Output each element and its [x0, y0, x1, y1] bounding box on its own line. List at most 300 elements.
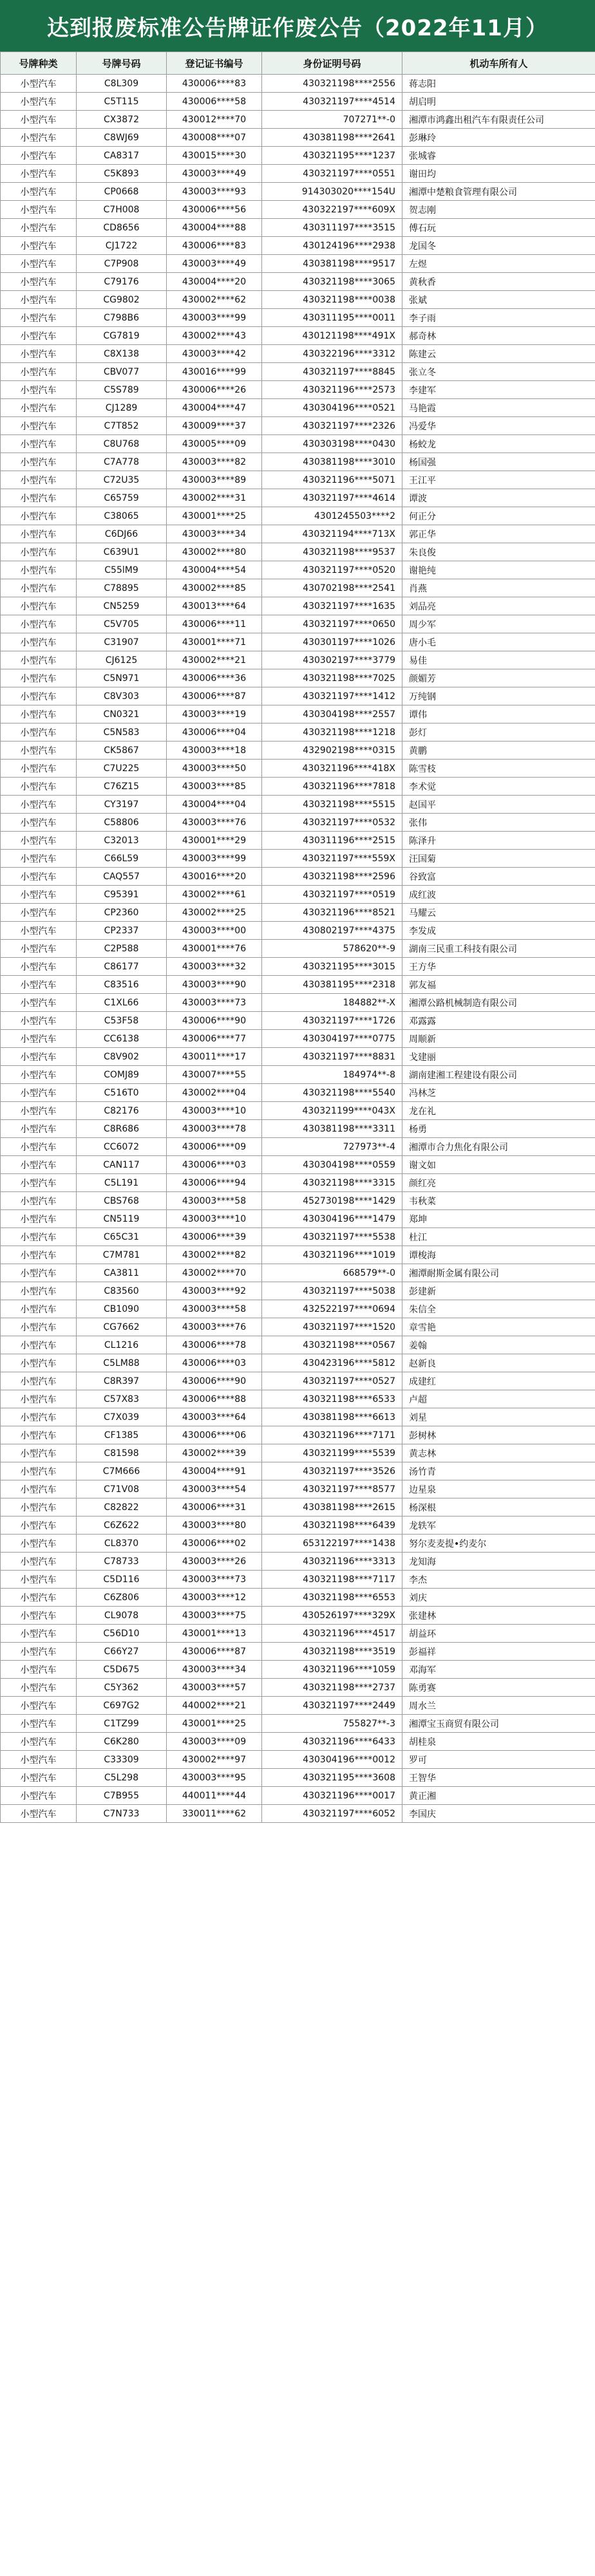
cell-plate-type: 小型汽车: [1, 1408, 77, 1426]
cell-registration-number: 430003****49: [167, 165, 262, 183]
cell-id-number: 430321197****5038: [262, 1282, 402, 1300]
table-row: [1, 327, 595, 345]
table-row: [1, 615, 595, 633]
cell-plate-type: 小型汽车: [1, 687, 77, 705]
cell-id-number: 430321198****2737: [262, 1679, 402, 1697]
table-row: [1, 1498, 595, 1517]
cell-registration-number: 430006****11: [167, 615, 262, 633]
cell-plate-number: C7U225: [77, 760, 167, 778]
cell-owner: 李术觉: [402, 778, 595, 796]
cell-plate-number: C86177: [77, 958, 167, 976]
cell-id-number: 430321198****1218: [262, 723, 402, 742]
cell-id-number: 430321198****6439: [262, 1517, 402, 1535]
cell-plate-number: C66Y27: [77, 1643, 167, 1661]
cell-owner: 颜媚芳: [402, 669, 595, 687]
cell-plate-number: C79176: [77, 273, 167, 291]
cell-plate-type: 小型汽车: [1, 111, 77, 129]
cell-plate-type: 小型汽车: [1, 1733, 77, 1751]
cell-owner: 周顺新: [402, 1030, 595, 1048]
cell-registration-number: 430009****37: [167, 417, 262, 435]
table-row: [1, 1264, 595, 1282]
cell-id-number: 430321197****6052: [262, 1805, 402, 1823]
cell-plate-number: CG9802: [77, 291, 167, 309]
table-row: [1, 705, 595, 723]
cell-plate-type: 小型汽车: [1, 1679, 77, 1697]
cell-plate-type: 小型汽车: [1, 615, 77, 633]
cell-plate-type: 小型汽车: [1, 1048, 77, 1066]
cell-id-number: 430304198****0559: [262, 1156, 402, 1174]
cell-plate-number: C8L309: [77, 75, 167, 93]
cell-owner: 湘潭市鸿鑫出租汽车有限责任公司: [402, 111, 595, 129]
cell-registration-number: 430003****82: [167, 453, 262, 471]
cell-id-number: 430321195****3015: [262, 958, 402, 976]
cell-owner: 张城睿: [402, 147, 595, 165]
table-row: [1, 111, 595, 129]
plate-table: [0, 51, 595, 1823]
cell-plate-type: 小型汽车: [1, 489, 77, 507]
cell-id-number: 4301245503****2: [262, 507, 402, 525]
cell-registration-number: 430001****29: [167, 832, 262, 850]
cell-plate-type: 小型汽车: [1, 219, 77, 237]
cell-owner: 陈泽升: [402, 832, 595, 850]
cell-id-number: 430321197****4514: [262, 93, 402, 111]
cell-id-number: 755827**-3: [262, 1715, 402, 1733]
cell-plate-type: 小型汽车: [1, 1246, 77, 1264]
cell-plate-type: 小型汽车: [1, 1282, 77, 1300]
cell-plate-number: C5S789: [77, 381, 167, 399]
table-row: [1, 1517, 595, 1535]
cell-owner: 颜红亮: [402, 1174, 595, 1192]
cell-plate-type: 小型汽车: [1, 994, 77, 1012]
cell-plate-type: 小型汽车: [1, 1571, 77, 1589]
cell-plate-number: CC6072: [77, 1138, 167, 1156]
cell-id-number: 184974**-8: [262, 1066, 402, 1084]
cell-owner: 杨国强: [402, 453, 595, 471]
cell-owner: 李国庆: [402, 1805, 595, 1823]
table-row: [1, 1444, 595, 1462]
cell-plate-type: 小型汽车: [1, 633, 77, 651]
cell-registration-number: 430004****20: [167, 273, 262, 291]
cell-id-number: 430321198****0567: [262, 1336, 402, 1354]
cell-owner: 李杰: [402, 1571, 595, 1589]
cell-registration-number: 430002****25: [167, 904, 262, 922]
cell-plate-number: C1TZ99: [77, 1715, 167, 1733]
cell-owner: 马艳霞: [402, 399, 595, 417]
cell-id-number: 430311196****2515: [262, 832, 402, 850]
cell-id-number: 914303020****154U: [262, 183, 402, 201]
cell-plate-number: CJ1722: [77, 237, 167, 255]
cell-plate-number: CJ6125: [77, 651, 167, 669]
cell-registration-number: 430012****70: [167, 111, 262, 129]
cell-plate-number: C5D675: [77, 1661, 167, 1679]
cell-plate-type: 小型汽车: [1, 525, 77, 543]
cell-plate-type: 小型汽车: [1, 976, 77, 994]
table-row: [1, 723, 595, 742]
cell-plate-number: C78733: [77, 1553, 167, 1571]
cell-plate-number: C8V902: [77, 1048, 167, 1066]
cell-registration-number: 430003****49: [167, 255, 262, 273]
cell-owner: 黄鹏: [402, 742, 595, 760]
cell-plate-type: 小型汽车: [1, 1066, 77, 1084]
table-row: [1, 633, 595, 651]
cell-id-number: 430322197****609X: [262, 201, 402, 219]
table-row: [1, 363, 595, 381]
table-row: [1, 994, 595, 1012]
cell-plate-type: 小型汽车: [1, 850, 77, 868]
table-row: [1, 1030, 595, 1048]
cell-owner: 杨深根: [402, 1498, 595, 1517]
cell-owner: 汤竹青: [402, 1462, 595, 1480]
cell-owner: 郑坤: [402, 1210, 595, 1228]
cell-plate-type: 小型汽车: [1, 363, 77, 381]
cell-plate-type: 小型汽车: [1, 1787, 77, 1805]
cell-registration-number: 430003****09: [167, 1733, 262, 1751]
table-row: [1, 165, 595, 183]
cell-owner: 湘潭中楚粮食管理有限公司: [402, 183, 595, 201]
cell-owner: 杨蛟龙: [402, 435, 595, 453]
cell-owner: 王智华: [402, 1769, 595, 1787]
cell-id-number: 430124196****2938: [262, 237, 402, 255]
cell-id-number: 430303198****0430: [262, 435, 402, 453]
cell-id-number: 430304196****0521: [262, 399, 402, 417]
cell-owner: 张建林: [402, 1607, 595, 1625]
cell-plate-type: 小型汽车: [1, 1625, 77, 1643]
cell-owner: 傅石玩: [402, 219, 595, 237]
table-row: [1, 93, 595, 111]
cell-plate-type: 小型汽车: [1, 1697, 77, 1715]
table-row: [1, 850, 595, 868]
cell-plate-number: CN5259: [77, 597, 167, 615]
cell-id-number: 432522197****0694: [262, 1300, 402, 1318]
cell-owner: 马耀云: [402, 904, 595, 922]
cell-id-number: 430321196****418X: [262, 760, 402, 778]
table-row: [1, 796, 595, 814]
cell-registration-number: 430003****10: [167, 1102, 262, 1120]
table-row: [1, 219, 595, 237]
cell-registration-number: 430003****58: [167, 1192, 262, 1210]
cell-owner: 湖南三民重工科技有限公司: [402, 940, 595, 958]
cell-plate-type: 小型汽车: [1, 760, 77, 778]
cell-id-number: 430321198****3065: [262, 273, 402, 291]
cell-plate-number: C516T0: [77, 1084, 167, 1102]
cell-owner: 邓海军: [402, 1661, 595, 1679]
cell-registration-number: 430006****26: [167, 381, 262, 399]
cell-owner: 胡益环: [402, 1625, 595, 1643]
cell-id-number: 430381198****2615: [262, 1498, 402, 1517]
cell-registration-number: 430001****25: [167, 507, 262, 525]
table-row: [1, 525, 595, 543]
cell-owner: 彭灯: [402, 723, 595, 742]
cell-registration-number: 430002****21: [167, 651, 262, 669]
cell-plate-type: 小型汽车: [1, 723, 77, 742]
cell-owner: 彭琳玲: [402, 129, 595, 147]
cell-plate-type: 小型汽车: [1, 1805, 77, 1823]
table-row: [1, 273, 595, 291]
cell-owner: 龙在礼: [402, 1102, 595, 1120]
cell-registration-number: 430003****76: [167, 814, 262, 832]
cell-registration-number: 430001****71: [167, 633, 262, 651]
cell-plate-type: 小型汽车: [1, 507, 77, 525]
cell-owner: 王江平: [402, 471, 595, 489]
cell-registration-number: 430003****89: [167, 471, 262, 489]
cell-registration-number: 430006****88: [167, 1390, 262, 1408]
cell-owner: 万纯钢: [402, 687, 595, 705]
table-row: [1, 1805, 595, 1823]
cell-plate-number: C95391: [77, 886, 167, 904]
table-row: [1, 1246, 595, 1264]
cell-registration-number: 430011****17: [167, 1048, 262, 1066]
cell-plate-type: 小型汽车: [1, 1210, 77, 1228]
cell-id-number: 430321198****5540: [262, 1084, 402, 1102]
table-row: [1, 1318, 595, 1336]
cell-plate-type: 小型汽车: [1, 381, 77, 399]
cell-owner: 谢文如: [402, 1156, 595, 1174]
cell-id-number: 430321197****4614: [262, 489, 402, 507]
cell-registration-number: 430002****31: [167, 489, 262, 507]
cell-id-number: 430321198****3519: [262, 1643, 402, 1661]
cell-id-number: 430321197****559X: [262, 850, 402, 868]
cell-plate-number: C5N971: [77, 669, 167, 687]
cell-registration-number: 440002****21: [167, 1697, 262, 1715]
cell-plate-number: CL1216: [77, 1336, 167, 1354]
table-row: [1, 507, 595, 525]
cell-registration-number: 430003****50: [167, 760, 262, 778]
cell-id-number: 430321199****043X: [262, 1102, 402, 1120]
cell-plate-number: C66L59: [77, 850, 167, 868]
cell-owner: 姜翰: [402, 1336, 595, 1354]
cell-id-number: 707271**-0: [262, 111, 402, 129]
cell-plate-type: 小型汽车: [1, 75, 77, 93]
cell-plate-number: CA8317: [77, 147, 167, 165]
cell-plate-number: C8V303: [77, 687, 167, 705]
table-row: [1, 489, 595, 507]
table-row: [1, 147, 595, 165]
cell-registration-number: 430006****04: [167, 723, 262, 742]
cell-id-number: 430321197****1412: [262, 687, 402, 705]
cell-id-number: 430321197****8577: [262, 1480, 402, 1498]
cell-owner: 边星泉: [402, 1480, 595, 1498]
cell-id-number: 430321197****0520: [262, 561, 402, 579]
table-row: [1, 1643, 595, 1661]
cell-id-number: 430321198****3315: [262, 1174, 402, 1192]
cell-owner: 易佳: [402, 651, 595, 669]
table-row: [1, 1174, 595, 1192]
cell-id-number: 430321197****0519: [262, 886, 402, 904]
table-row: [1, 832, 595, 850]
cell-plate-number: CX3872: [77, 111, 167, 129]
cell-plate-number: C798B6: [77, 309, 167, 327]
cell-plate-number: C7N733: [77, 1805, 167, 1823]
cell-registration-number: 430006****94: [167, 1174, 262, 1192]
cell-registration-number: 430004****91: [167, 1462, 262, 1480]
cell-owner: 杜江: [402, 1228, 595, 1246]
cell-plate-type: 小型汽车: [1, 1390, 77, 1408]
cell-plate-type: 小型汽车: [1, 1336, 77, 1354]
cell-plate-type: 小型汽车: [1, 183, 77, 201]
table-row: [1, 1228, 595, 1246]
cell-plate-number: CK5867: [77, 742, 167, 760]
cell-registration-number: 430002****61: [167, 886, 262, 904]
cell-registration-number: 430015****30: [167, 147, 262, 165]
cell-id-number: 653122197****1438: [262, 1535, 402, 1553]
cell-registration-number: 430003****93: [167, 183, 262, 201]
cell-plate-number: C72U35: [77, 471, 167, 489]
cell-registration-number: 430008****07: [167, 129, 262, 147]
cell-owner: 黄秋香: [402, 273, 595, 291]
cell-registration-number: 430006****06: [167, 1426, 262, 1444]
cell-plate-number: CBV077: [77, 363, 167, 381]
cell-plate-number: CJ1289: [77, 399, 167, 417]
cell-owner: 胡桂泉: [402, 1733, 595, 1751]
header-id-number: 身份证明号码: [262, 52, 402, 75]
table-row: [1, 1282, 595, 1300]
table-row: [1, 922, 595, 940]
cell-id-number: 430702198****2541: [262, 579, 402, 597]
cell-owner: 李建军: [402, 381, 595, 399]
cell-registration-number: 430016****99: [167, 363, 262, 381]
cell-id-number: 727973**-4: [262, 1138, 402, 1156]
cell-registration-number: 430006****36: [167, 669, 262, 687]
cell-plate-type: 小型汽车: [1, 1444, 77, 1462]
cell-owner: 何正分: [402, 507, 595, 525]
cell-registration-number: 430003****26: [167, 1553, 262, 1571]
table-row: [1, 417, 595, 435]
table-row: [1, 1769, 595, 1787]
cell-registration-number: 430005****09: [167, 435, 262, 453]
cell-plate-number: C33309: [77, 1751, 167, 1769]
cell-plate-number: C6Z622: [77, 1517, 167, 1535]
table-row: [1, 814, 595, 832]
cell-owner: 黄志林: [402, 1444, 595, 1462]
cell-plate-number: C55lM9: [77, 561, 167, 579]
cell-plate-number: C5D116: [77, 1571, 167, 1589]
table-row: [1, 1751, 595, 1769]
cell-plate-type: 小型汽车: [1, 832, 77, 850]
cell-id-number: 430321195****3608: [262, 1769, 402, 1787]
cell-id-number: 430321197****0532: [262, 814, 402, 832]
cell-plate-number: C5Y362: [77, 1679, 167, 1697]
cell-registration-number: 430006****03: [167, 1354, 262, 1372]
cell-plate-number: C81598: [77, 1444, 167, 1462]
cell-plate-number: C6Z806: [77, 1589, 167, 1607]
cell-plate-type: 小型汽车: [1, 1354, 77, 1372]
cell-owner: 龙轶军: [402, 1517, 595, 1535]
cell-owner: 卢超: [402, 1390, 595, 1408]
cell-id-number: 430321195****1237: [262, 147, 402, 165]
cell-owner: 成红波: [402, 886, 595, 904]
cell-registration-number: 430002****70: [167, 1264, 262, 1282]
table-row: [1, 291, 595, 309]
cell-owner: 蒋志阳: [402, 75, 595, 93]
cell-id-number: 430321197****2449: [262, 1697, 402, 1715]
cell-id-number: 430321198****6533: [262, 1390, 402, 1408]
table-row: [1, 1715, 595, 1733]
table-row: [1, 1625, 595, 1643]
cell-plate-number: C7B955: [77, 1787, 167, 1805]
table-row: [1, 1354, 595, 1372]
cell-plate-number: C5N583: [77, 723, 167, 742]
cell-plate-number: C5V705: [77, 615, 167, 633]
cell-plate-type: 小型汽车: [1, 904, 77, 922]
cell-id-number: 430321196****1019: [262, 1246, 402, 1264]
table-row: [1, 1589, 595, 1607]
cell-id-number: 430304196****1479: [262, 1210, 402, 1228]
cell-registration-number: 430006****90: [167, 1372, 262, 1390]
cell-registration-number: 430007****55: [167, 1066, 262, 1084]
cell-owner: 李子雨: [402, 309, 595, 327]
table-row: [1, 1733, 595, 1751]
table-row: [1, 1084, 595, 1102]
cell-plate-number: CD8656: [77, 219, 167, 237]
table-row: [1, 597, 595, 615]
table-row: [1, 651, 595, 669]
cell-id-number: 430321196****1059: [262, 1661, 402, 1679]
table-row: [1, 237, 595, 255]
cell-owner: 贺志刚: [402, 201, 595, 219]
table-row: [1, 345, 595, 363]
cell-registration-number: 430003****80: [167, 1517, 262, 1535]
table-row: [1, 75, 595, 93]
cell-plate-number: C82176: [77, 1102, 167, 1120]
cell-plate-type: 小型汽车: [1, 1480, 77, 1498]
cell-id-number: 430321197****1520: [262, 1318, 402, 1336]
cell-registration-number: 430002****04: [167, 1084, 262, 1102]
cell-owner: 郭正华: [402, 525, 595, 543]
cell-id-number: 430321197****1635: [262, 597, 402, 615]
cell-id-number: 430321197****8845: [262, 363, 402, 381]
cell-id-number: 430381198****9517: [262, 255, 402, 273]
table-row: [1, 1336, 595, 1354]
table-row: [1, 561, 595, 579]
cell-plate-number: CY3197: [77, 796, 167, 814]
cell-id-number: 452730198****1429: [262, 1192, 402, 1210]
cell-id-number: 430321197****3526: [262, 1462, 402, 1480]
cell-registration-number: 430006****39: [167, 1228, 262, 1246]
cell-owner: 张斌: [402, 291, 595, 309]
cell-id-number: 430321196****6433: [262, 1733, 402, 1751]
table-row: [1, 1787, 595, 1805]
table-row: [1, 760, 595, 778]
cell-plate-type: 小型汽车: [1, 1174, 77, 1192]
cell-plate-number: C639U1: [77, 543, 167, 561]
table-row: [1, 1156, 595, 1174]
cell-owner: 陈雪枝: [402, 760, 595, 778]
cell-registration-number: 430006****56: [167, 201, 262, 219]
cell-plate-number: CAN117: [77, 1156, 167, 1174]
cell-owner: 冯爱华: [402, 417, 595, 435]
cell-id-number: 430121198****491X: [262, 327, 402, 345]
table-row: [1, 669, 595, 687]
cell-registration-number: 430003****76: [167, 1318, 262, 1336]
cell-registration-number: 430003****42: [167, 345, 262, 363]
cell-plate-number: CF1385: [77, 1426, 167, 1444]
cell-id-number: 430321199****5539: [262, 1444, 402, 1462]
cell-plate-type: 小型汽车: [1, 93, 77, 111]
cell-plate-number: C53F58: [77, 1012, 167, 1030]
cell-plate-type: 小型汽车: [1, 417, 77, 435]
cell-owner: 李发成: [402, 922, 595, 940]
cell-owner: 湘潭宝玉商贸有限公司: [402, 1715, 595, 1733]
cell-plate-type: 小型汽车: [1, 237, 77, 255]
cell-registration-number: 430006****03: [167, 1156, 262, 1174]
cell-plate-type: 小型汽车: [1, 291, 77, 309]
cell-plate-type: 小型汽车: [1, 1138, 77, 1156]
table-row: [1, 255, 595, 273]
cell-plate-type: 小型汽车: [1, 1535, 77, 1553]
cell-plate-number: C5T115: [77, 93, 167, 111]
cell-registration-number: 430003****73: [167, 994, 262, 1012]
cell-plate-type: 小型汽车: [1, 1769, 77, 1787]
